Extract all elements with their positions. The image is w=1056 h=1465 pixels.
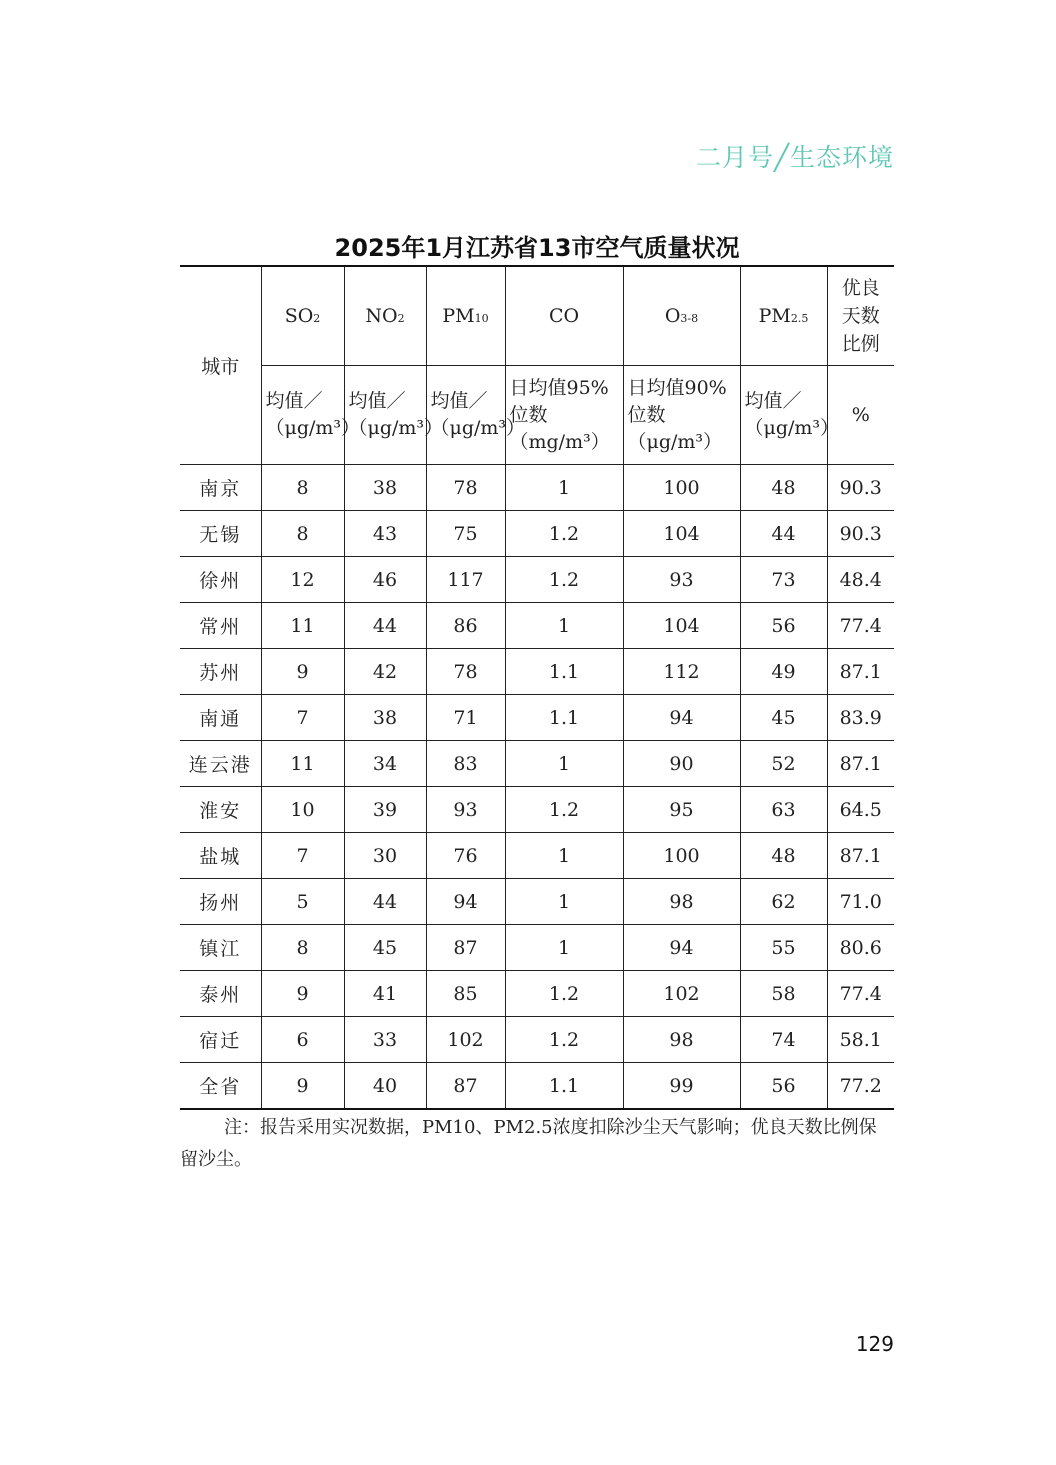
unit-header: 日均值90%位数（μg/m³） bbox=[623, 366, 740, 465]
value-cell: 52 bbox=[740, 741, 827, 787]
value-cell: 1.1 bbox=[505, 649, 623, 695]
table-row bbox=[180, 741, 894, 787]
table-row bbox=[180, 879, 894, 925]
value-cell: 1.1 bbox=[505, 1063, 623, 1110]
table-row bbox=[180, 971, 894, 1017]
value-cell: 90 bbox=[623, 741, 740, 787]
value-cell: 95 bbox=[623, 787, 740, 833]
value-cell: 73 bbox=[740, 557, 827, 603]
value-cell: 7 bbox=[261, 695, 344, 741]
good-days-header: 优良天数比例 bbox=[827, 266, 894, 366]
unit-header: 均值／（μg/m³） bbox=[740, 366, 827, 465]
value-cell: 44 bbox=[740, 511, 827, 557]
value-cell: 87.1 bbox=[827, 833, 894, 879]
value-cell: 34 bbox=[344, 741, 426, 787]
city-cell: 全省 bbox=[180, 1063, 261, 1110]
unit-header: 均值／（μg/m³） bbox=[344, 366, 426, 465]
value-cell: 100 bbox=[623, 833, 740, 879]
value-cell: 94 bbox=[623, 925, 740, 971]
city-cell: 徐州 bbox=[180, 557, 261, 603]
value-cell: 48 bbox=[740, 833, 827, 879]
value-cell: 33 bbox=[344, 1017, 426, 1063]
table-title: 2025年1月江苏省13市空气质量状况 bbox=[334, 234, 740, 262]
value-cell: 6 bbox=[261, 1017, 344, 1063]
value-cell: 87.1 bbox=[827, 741, 894, 787]
city-cell: 常州 bbox=[180, 603, 261, 649]
value-cell: 1.2 bbox=[505, 557, 623, 603]
value-cell: 94 bbox=[623, 695, 740, 741]
value-cell: 46 bbox=[344, 557, 426, 603]
city-cell: 扬州 bbox=[180, 879, 261, 925]
value-cell: 39 bbox=[344, 787, 426, 833]
value-cell: 44 bbox=[344, 603, 426, 649]
value-cell: 85 bbox=[426, 971, 505, 1017]
value-cell: 80.6 bbox=[827, 925, 894, 971]
value-cell: 77.4 bbox=[827, 603, 894, 649]
value-cell: 44 bbox=[344, 879, 426, 925]
value-cell: 75 bbox=[426, 511, 505, 557]
running-header: 二月号╱生态环境 bbox=[695, 143, 894, 172]
value-cell: 1.2 bbox=[505, 787, 623, 833]
value-cell: 9 bbox=[261, 1063, 344, 1110]
value-cell: 58 bbox=[740, 971, 827, 1017]
value-cell: 98 bbox=[623, 879, 740, 925]
table-row bbox=[180, 925, 894, 971]
value-cell: 93 bbox=[623, 557, 740, 603]
value-cell: 9 bbox=[261, 649, 344, 695]
value-cell: 9 bbox=[261, 971, 344, 1017]
unit-header: 均值／（μg/m³） bbox=[261, 366, 344, 465]
value-cell: 1.1 bbox=[505, 695, 623, 741]
value-cell: 40 bbox=[344, 1063, 426, 1110]
value-cell: 71.0 bbox=[827, 879, 894, 925]
value-cell: 77.2 bbox=[827, 1063, 894, 1110]
value-cell: 42 bbox=[344, 649, 426, 695]
value-cell: 12 bbox=[261, 557, 344, 603]
city-cell: 淮安 bbox=[180, 787, 261, 833]
table-row bbox=[180, 557, 894, 603]
value-cell: 5 bbox=[261, 879, 344, 925]
city-cell: 宿迁 bbox=[180, 1017, 261, 1063]
value-cell: 77.4 bbox=[827, 971, 894, 1017]
value-cell: 99 bbox=[623, 1063, 740, 1110]
value-cell: 94 bbox=[426, 879, 505, 925]
table-row bbox=[180, 465, 894, 511]
value-cell: 98 bbox=[623, 1017, 740, 1063]
value-cell: 1.2 bbox=[505, 511, 623, 557]
table-row bbox=[180, 603, 894, 649]
value-cell: 55 bbox=[740, 925, 827, 971]
value-cell: 117 bbox=[426, 557, 505, 603]
table-row bbox=[180, 1017, 894, 1063]
table-body bbox=[180, 465, 894, 1110]
value-cell: 30 bbox=[344, 833, 426, 879]
value-cell: 41 bbox=[344, 971, 426, 1017]
unit-header: 均值／（μg/m³） bbox=[426, 366, 505, 465]
value-cell: 8 bbox=[261, 465, 344, 511]
table-row bbox=[180, 695, 894, 741]
value-cell: 74 bbox=[740, 1017, 827, 1063]
city-column-header: 城市 bbox=[180, 266, 261, 465]
city-cell: 泰州 bbox=[180, 971, 261, 1017]
city-cell: 南京 bbox=[180, 465, 261, 511]
value-cell: 87 bbox=[426, 1063, 505, 1110]
value-cell: 1.2 bbox=[505, 1017, 623, 1063]
value-cell: 78 bbox=[426, 465, 505, 511]
value-cell: 11 bbox=[261, 741, 344, 787]
value-cell: 58.1 bbox=[827, 1017, 894, 1063]
value-cell: 56 bbox=[740, 1063, 827, 1110]
unit-header: 日均值95%位数（mg/m³） bbox=[505, 366, 623, 465]
value-cell: 87.1 bbox=[827, 649, 894, 695]
value-cell: 1 bbox=[505, 465, 623, 511]
table-row bbox=[180, 1063, 894, 1110]
value-cell: 1 bbox=[505, 741, 623, 787]
value-cell: 87 bbox=[426, 925, 505, 971]
table-row bbox=[180, 511, 894, 557]
pollutant-header: NO2 bbox=[344, 266, 426, 366]
pollutant-header: SO2 bbox=[261, 266, 344, 366]
value-cell: 38 bbox=[344, 695, 426, 741]
value-cell: 76 bbox=[426, 833, 505, 879]
unit-header-row bbox=[180, 366, 894, 465]
value-cell: 78 bbox=[426, 649, 505, 695]
city-cell: 盐城 bbox=[180, 833, 261, 879]
value-cell: 1 bbox=[505, 603, 623, 649]
city-cell: 苏州 bbox=[180, 649, 261, 695]
value-cell: 102 bbox=[623, 971, 740, 1017]
value-cell: 10 bbox=[261, 787, 344, 833]
value-cell: 1 bbox=[505, 833, 623, 879]
city-cell: 镇江 bbox=[180, 925, 261, 971]
value-cell: 62 bbox=[740, 879, 827, 925]
value-cell: 48.4 bbox=[827, 557, 894, 603]
pollutant-header: O3-8 bbox=[623, 266, 740, 366]
table-row bbox=[180, 833, 894, 879]
value-cell: 63 bbox=[740, 787, 827, 833]
pollutant-header: PM10 bbox=[426, 266, 505, 366]
value-cell: 112 bbox=[623, 649, 740, 695]
value-cell: 56 bbox=[740, 603, 827, 649]
value-cell: 64.5 bbox=[827, 787, 894, 833]
city-cell: 无锡 bbox=[180, 511, 261, 557]
value-cell: 86 bbox=[426, 603, 505, 649]
page-number: 129 bbox=[855, 1332, 894, 1356]
value-cell: 83 bbox=[426, 741, 505, 787]
value-cell: 43 bbox=[344, 511, 426, 557]
value-cell: 8 bbox=[261, 511, 344, 557]
city-cell: 连云港 bbox=[180, 741, 261, 787]
unit-header: % bbox=[827, 366, 894, 465]
value-cell: 7 bbox=[261, 833, 344, 879]
city-cell: 南通 bbox=[180, 695, 261, 741]
air-quality-table bbox=[180, 265, 894, 1110]
value-cell: 104 bbox=[623, 511, 740, 557]
table-note: 注：报告采用实况数据，PM10、PM2.5浓度扣除沙尘天气影响；优良天数比例保留沙尘。 bbox=[180, 1117, 877, 1170]
value-cell: 48 bbox=[740, 465, 827, 511]
table-row bbox=[180, 787, 894, 833]
value-cell: 1.2 bbox=[505, 971, 623, 1017]
value-cell: 104 bbox=[623, 603, 740, 649]
value-cell: 8 bbox=[261, 925, 344, 971]
value-cell: 45 bbox=[740, 695, 827, 741]
table-row bbox=[180, 649, 894, 695]
value-cell: 1 bbox=[505, 879, 623, 925]
value-cell: 102 bbox=[426, 1017, 505, 1063]
value-cell: 1 bbox=[505, 925, 623, 971]
value-cell: 45 bbox=[344, 925, 426, 971]
value-cell: 100 bbox=[623, 465, 740, 511]
pollutant-header-row bbox=[180, 266, 894, 366]
value-cell: 90.3 bbox=[827, 465, 894, 511]
value-cell: 71 bbox=[426, 695, 505, 741]
value-cell: 49 bbox=[740, 649, 827, 695]
value-cell: 11 bbox=[261, 603, 344, 649]
value-cell: 93 bbox=[426, 787, 505, 833]
pollutant-header: CO bbox=[505, 266, 623, 366]
value-cell: 83.9 bbox=[827, 695, 894, 741]
value-cell: 38 bbox=[344, 465, 426, 511]
value-cell: 90.3 bbox=[827, 511, 894, 557]
pollutant-header: PM2.5 bbox=[740, 266, 827, 366]
